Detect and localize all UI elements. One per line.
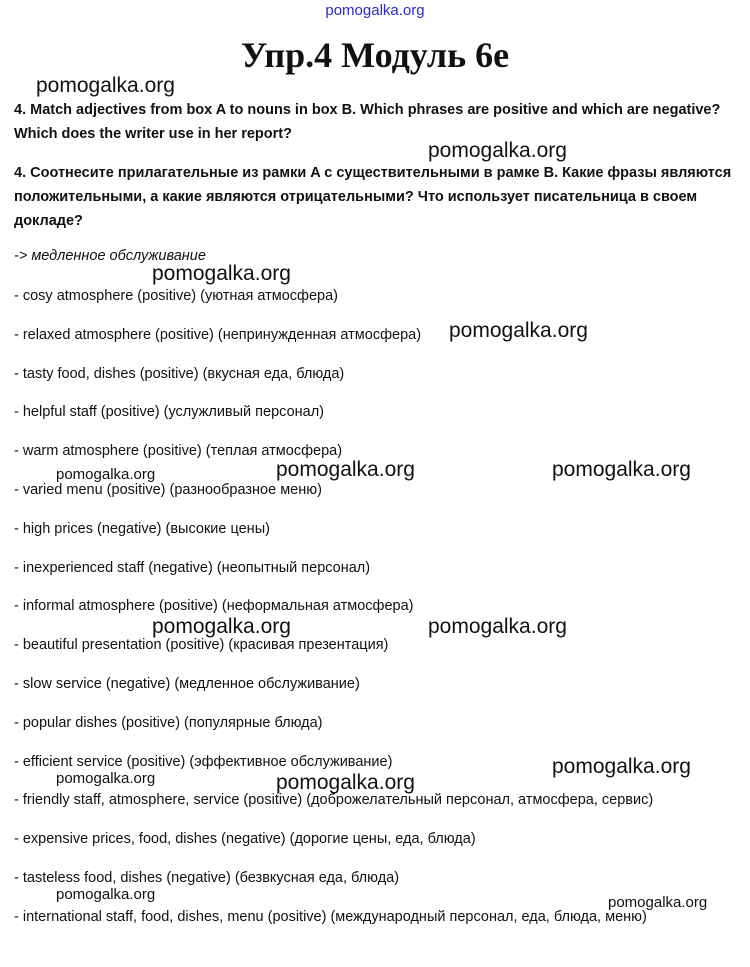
answer-item: - tasteless food, dishes (negative) (безвкусная еда, блюда)	[14, 870, 400, 886]
answer-item: - cosy atmosphere (positive) (уютная атмосфера)	[14, 288, 338, 304]
answer-item: - inexperienced staff (negative) (неопытный персонал)	[14, 560, 371, 576]
watermark: pomogalka.org	[449, 319, 588, 342]
answer-item: - slow service (negative) (медленное обслуживание)	[14, 676, 360, 692]
answer-item: - high prices (negative) (высокие цены)	[14, 521, 270, 537]
watermark: pomogalka.org	[552, 458, 691, 481]
answer-item: - warm atmosphere (positive) (теплая атмосфера)	[14, 443, 343, 459]
task-russian: 4. Соотнесите прилагательные из рамки A с существительными в рамке B. Какие фразы являются положительными, а какие являются отрицательными? Что использует писательница в своем докладе?	[14, 165, 732, 229]
answer-item: - expensive prices, food, dishes (negative) (дорогие цены, еда, блюда)	[14, 831, 476, 847]
answer-item: - varied menu (positive) (разнообразное меню)	[14, 482, 322, 498]
top-link[interactable]: pomogalka.org	[325, 2, 425, 19]
watermark: pomogalka.org	[152, 262, 291, 285]
watermark: pomogalka.org	[56, 770, 156, 787]
watermark: pomogalka.org	[56, 466, 156, 483]
answer-item: - helpful staff (positive) (услужливый персонал)	[14, 404, 325, 420]
page-title: Упр.4 Модуль 6е	[240, 35, 510, 75]
answer-item: - beautiful presentation (positive) (красивая презентация)	[14, 637, 389, 653]
watermark: pomogalka.org	[608, 894, 708, 911]
answer-item: - relaxed atmosphere (positive) (непринужденная атмосфера)	[14, 327, 422, 343]
answer-item: - international staff, food, dishes, menu (positive) (международный персонал, еда, блюда, меню)	[14, 909, 647, 925]
watermark: pomogalka.org	[56, 886, 156, 903]
watermark: pomogalka.org	[276, 771, 415, 794]
answer-item: - popular dishes (positive) (популярные блюда)	[14, 715, 323, 731]
watermark: pomogalka.org	[428, 615, 567, 638]
answer-item: - tasty food, dishes (positive) (вкусная еда, блюда)	[14, 366, 345, 382]
answer-item: - informal atmosphere (positive) (неформальная атмосфера)	[14, 598, 414, 614]
watermark: pomogalka.org	[428, 139, 567, 162]
task-english: 4. Match adjectives from box A to nouns in box B. Which phrases are positive and which are negative? Which does the writer use in her report?	[14, 102, 721, 142]
watermark: pomogalka.org	[276, 458, 415, 481]
hint-text: -> медленное обслуживание	[14, 248, 206, 264]
answer-item: - friendly staff, atmosphere, service (positive) (доброжелательный персонал, атмосфера, сервис)	[14, 792, 654, 808]
watermark: pomogalka.org	[36, 74, 175, 97]
answer-item: - efficient service (positive) (эффективное обслуживание)	[14, 754, 393, 770]
watermark: pomogalka.org	[152, 615, 291, 638]
watermark: pomogalka.org	[552, 755, 691, 778]
